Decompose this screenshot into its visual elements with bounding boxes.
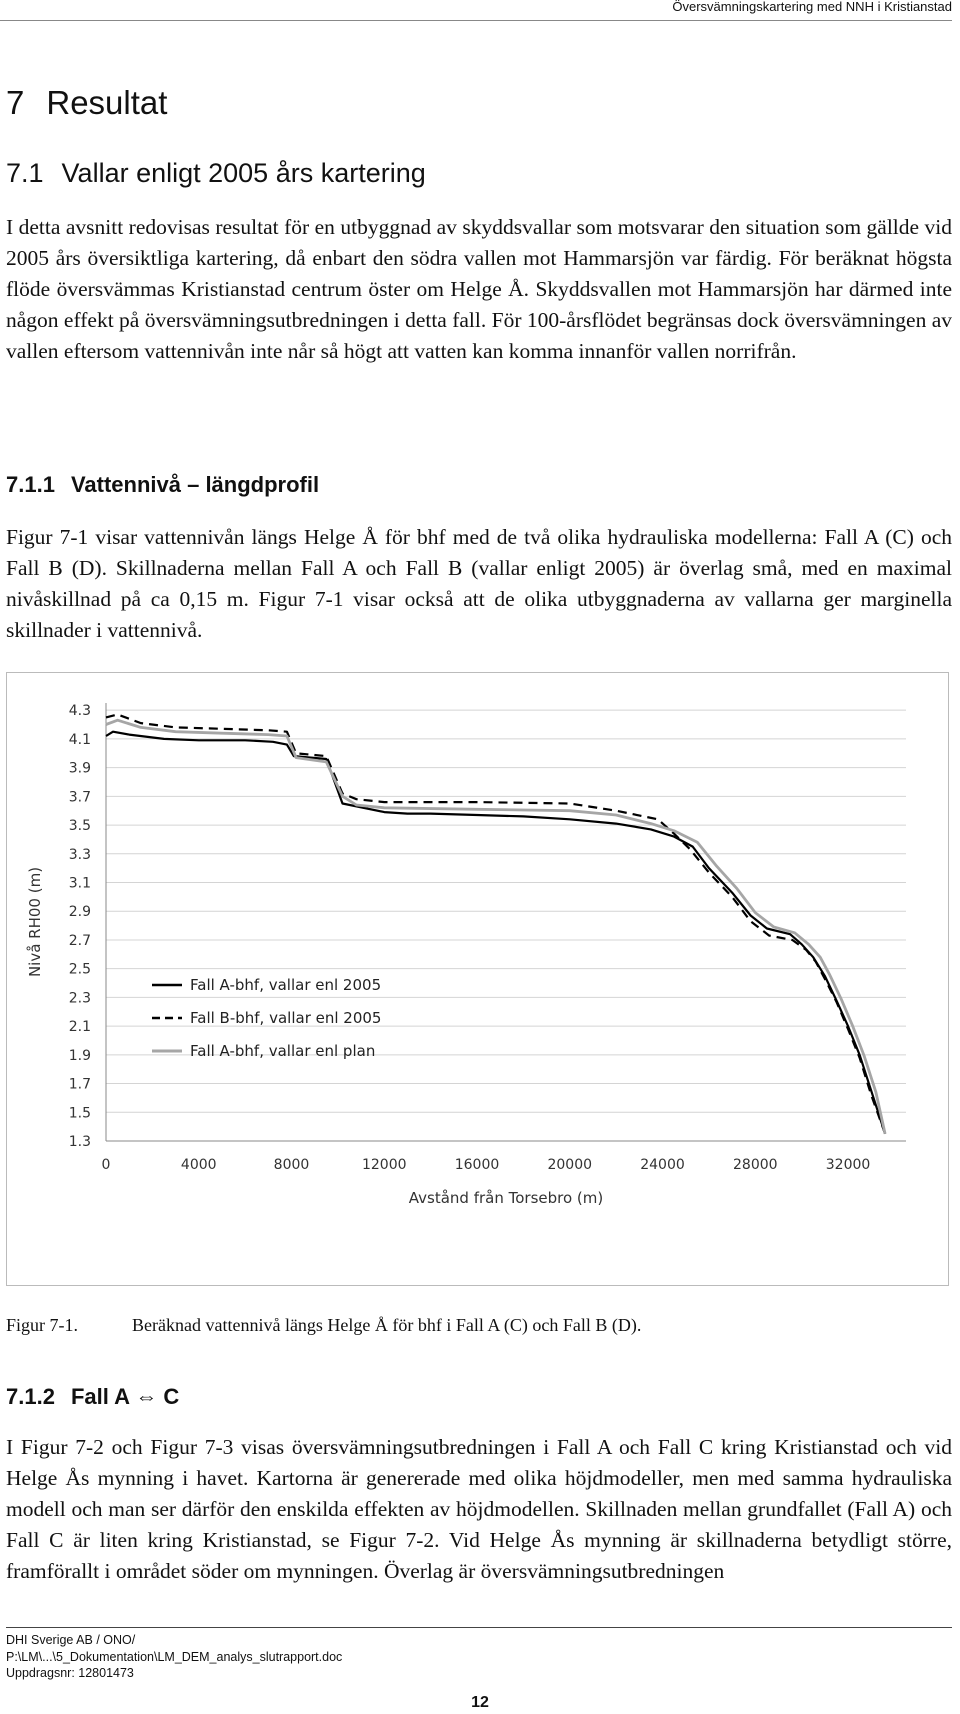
x-tick-label: 20000 [547, 1157, 593, 1173]
subsection-title: Vallar enligt 2005 års kartering [61, 158, 426, 188]
paragraph-intro: I detta avsnitt redovisas resultat för en utbyggnad av skyddsvallar som motsvarar den situation som gällde vid 2005 års översiktliga kartering, då enbart den södra vallen mot Hammarsjön var färdig. För beräknat högsta flöde översvämmas Kristianstad centrum öster om Helge Å. Skyddsvallen mot Hammarsjön har därmed inte någon effekt på översvämningsutbredningen i detta fall. För 100-årsflödet begränsas dock översvämningen av vallen eftersom vattennivån inte når så högt att vatten kan komma innanför vallen norrifrån. [6, 215, 952, 363]
section-heading [6, 84, 167, 122]
footer-path: P:\LM\...\5_Dokumentation\LM_DEM_analys_slutrapport.doc [6, 1649, 343, 1664]
y-tick-label: 1.7 [68, 1076, 91, 1093]
x-tick-label: 12000 [361, 1157, 407, 1173]
subsection-title: Fall A ⇔ C [70, 1384, 180, 1409]
y-tick-label: 2.5 [68, 961, 91, 978]
figure-caption-text: Beräknad vattennivå längs Helge Å för bhf i Fall A (C) och Fall B (D). [132, 1315, 642, 1335]
series-line-1 [106, 732, 885, 1134]
footer-divider [6, 1627, 952, 1628]
y-tick-label: 3.5 [68, 818, 91, 835]
x-tick-label: 32000 [825, 1157, 871, 1173]
subsection-title: Vattennivå – längdprofil [70, 472, 320, 497]
section-title: Resultat [46, 84, 168, 121]
paragraph-fall-a-c: I Figur 7-2 och Figur 7-3 visas översvämningsutbredningen i Fall A och Fall C kring Kristianstad och vid Helge Ås mynning i havet. Kartorna är genererade med olika höjdmodeller, men med samma hydrauliska modell och man ser därför den enskilda effekten av höjdmodellen. Skillnaden mellan grundfallet (Fall A) och Fall C är liten kring Kristianstad, se Figur 7-2. Vid Helge Ås mynning är skillnaderna betydligt större, framförallt i området söder om mynningen. Överlag är översvämningsutbredningen [6, 1435, 952, 1583]
y-tick-label: 3.1 [68, 875, 91, 892]
series-line-3 [106, 720, 885, 1134]
legend-label-2: Fall B-bhf, vallar enl 2005 [190, 1009, 382, 1027]
subsection-heading-7-1 [6, 158, 426, 189]
y-tick-label: 4.3 [68, 703, 91, 720]
subsection-heading-7-1-1 [6, 472, 319, 498]
chart-svg [7, 673, 948, 1285]
x-tick-label: 16000 [454, 1157, 500, 1173]
y-tick-label: 2.1 [68, 1019, 91, 1036]
y-tick-label: 2.3 [68, 990, 91, 1007]
paragraph-profile: Figur 7-1 visar vattennivån längs Helge Å för bhf med de två olika hydrauliska modellerna: Fall A (C) och Fall B (D). Skillnaderna mellan Fall A och Fall B (vallar enligt 2005) är överlag små, med en maximal nivåskillnad på ca 0,15 m. Figur 7-1 visar också att de olika utbyggnaderna av vallarna ger marginella skillnader i vattennivå. [6, 525, 952, 642]
legend-label-3: Fall A-bhf, vallar enl plan [190, 1042, 376, 1060]
footer [6, 1632, 342, 1682]
y-tick-label: 2.9 [68, 904, 91, 921]
figure-caption [6, 1315, 641, 1336]
subsection-number: 7.1.1 [6, 472, 55, 497]
y-tick-label: 3.3 [68, 846, 91, 863]
y-tick-label: 4.1 [68, 731, 91, 748]
x-tick-label: 24000 [640, 1157, 685, 1173]
x-tick-label: 0 [101, 1157, 111, 1173]
y-tick-label: 1.9 [68, 1047, 91, 1064]
y-tick-label: 3.7 [68, 789, 91, 806]
subsection-heading-7-1-2 [6, 1384, 179, 1410]
x-tick-label: 8000 [273, 1157, 310, 1173]
y-axis-title: Nivå RH00 (m) [26, 866, 44, 978]
section-number: 7 [6, 84, 25, 121]
x-tick-label: 4000 [180, 1157, 217, 1173]
figure-7-1-chart [6, 672, 949, 1286]
y-tick-label: 2.7 [68, 932, 91, 949]
page-number: 12 [471, 1694, 489, 1711]
x-tick-label: 28000 [733, 1157, 778, 1173]
running-header [0, 0, 952, 21]
subsection-number: 7.1 [6, 158, 44, 188]
x-axis-title: Avstånd från Torsebro (m) [408, 1189, 604, 1207]
y-tick-label: 3.9 [68, 760, 91, 777]
subsection-number: 7.1.2 [6, 1384, 55, 1409]
y-tick-label: 1.3 [68, 1134, 91, 1150]
figure-number: Figur 7-1. [6, 1315, 78, 1335]
running-title: Översvämningskartering med NNH i Kristianstad [672, 0, 952, 14]
legend-label-1: Fall A-bhf, vallar enl 2005 [190, 976, 382, 994]
footer-project-number: Uppdragsnr: 12801473 [6, 1666, 134, 1680]
y-tick-label: 1.5 [68, 1105, 91, 1122]
footer-company: DHI Sverige AB / ONO/ [6, 1633, 136, 1647]
